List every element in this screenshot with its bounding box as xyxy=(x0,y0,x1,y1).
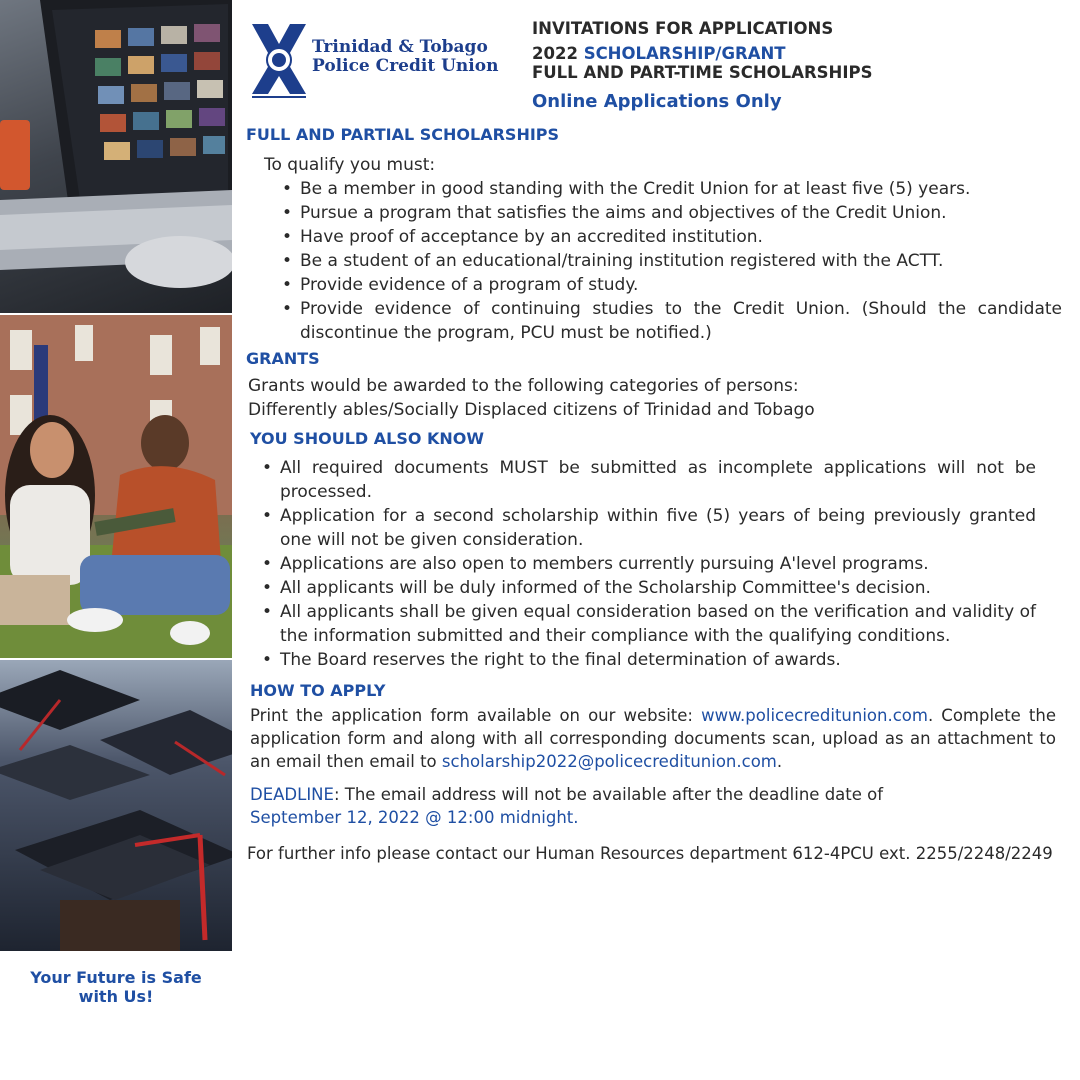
header-program: SCHOLARSHIP/GRANT xyxy=(583,44,786,63)
header-title: INVITATIONS FOR APPLICATIONS xyxy=(532,19,834,38)
header-year: 2022 xyxy=(532,44,578,63)
list-item: • Application for a second scholarship within five (5) years of being previously granted one will not be given consideration. xyxy=(256,504,1036,552)
email-link[interactable]: scholarship2022@policecreditunion.com xyxy=(441,752,777,771)
credit-union-emblem-icon xyxy=(248,20,310,100)
tagline: Your Future is Safe with Us! xyxy=(30,968,202,1006)
graduation-caps-photo xyxy=(0,660,232,951)
logo-line-1: Trinidad & Tobago xyxy=(312,37,488,57)
logo-line-2: Police Credit Union xyxy=(312,56,499,76)
website-link[interactable]: www.policecreditunion.com xyxy=(701,706,928,725)
list-item: • Be a member in good standing with the Credit Union for at least five (5) years. xyxy=(276,177,1062,201)
scholarships-heading: FULL AND PARTIAL SCHOLARSHIPS xyxy=(246,125,560,144)
photo-column xyxy=(0,0,232,951)
know-heading: YOU SHOULD ALSO KNOW xyxy=(250,429,485,448)
apply-text-1: Print the application form available on our website: xyxy=(250,706,702,725)
list-item: • Pursue a program that satisfies the aims and objectives of the Credit Union. xyxy=(276,201,1062,225)
list-item: • The Board reserves the right to the final determination of awards. xyxy=(256,648,1036,672)
header-subtitle: FULL AND PART-TIME SCHOLARSHIPS xyxy=(532,63,873,82)
list-item: • All required documents MUST be submitted as incomplete applications will not be processed. xyxy=(256,456,1036,504)
scholarships-requirements-list xyxy=(276,177,1062,345)
online-applications-note: Online Applications Only xyxy=(532,91,782,112)
how-to-apply-heading: HOW TO APPLY xyxy=(250,681,386,700)
grants-heading: GRANTS xyxy=(246,349,320,368)
list-item: • All applicants will be duly informed of the Scholarship Committee's decision. xyxy=(256,576,1036,600)
list-item: • All applicants shall be given equal consideration based on the verification and validity of the information submitted and their compliance with the qualifying conditions. xyxy=(256,600,1036,648)
know-list xyxy=(256,456,1036,672)
list-item: • Have proof of acceptance by an accredited institution. xyxy=(276,225,1062,249)
credit-union-logo xyxy=(248,20,518,100)
main-content xyxy=(246,124,1066,865)
list-item: • Applications are also open to members currently pursuing A'level programs. xyxy=(256,552,1036,576)
grants-line-2: Differently ables/Socially Displaced citizens of Trinidad and Tobago xyxy=(248,400,815,420)
deadline-date: September 12, 2022 @ 12:00 midnight. xyxy=(250,808,579,827)
grants-line-1: Grants would be awarded to the following categories of persons: xyxy=(248,376,799,396)
apply-text-2: . Complete the application form and along with all corresponding documents scan, upload as an attachment to an email then email to xyxy=(250,706,1056,771)
list-item: • Provide evidence of a program of study. xyxy=(276,273,1062,297)
deadline-notice xyxy=(246,783,1066,829)
scholarships-intro: To qualify you must: xyxy=(264,155,436,175)
apply-text-3: . xyxy=(776,752,783,771)
laptop-photo xyxy=(0,0,232,313)
list-item: • Provide evidence of continuing studies to the Credit Union. (Should the candidate discontinue the program, PCU must be notified.) xyxy=(276,297,1062,345)
contact-info: For further info please contact our Human Resources department 612-4PCU ext. 2255/2248/2249 xyxy=(247,844,1053,863)
deadline-text: : The email address will not be available after the deadline date of xyxy=(333,785,884,804)
logo-wordmark xyxy=(312,38,498,76)
header-program-line xyxy=(532,44,786,63)
deadline-label: DEADLINE xyxy=(250,785,334,804)
how-to-apply-text xyxy=(246,704,1056,773)
students-photo xyxy=(0,315,232,658)
list-item: • Be a student of an educational/training institution registered with the ACTT. xyxy=(276,249,1062,273)
